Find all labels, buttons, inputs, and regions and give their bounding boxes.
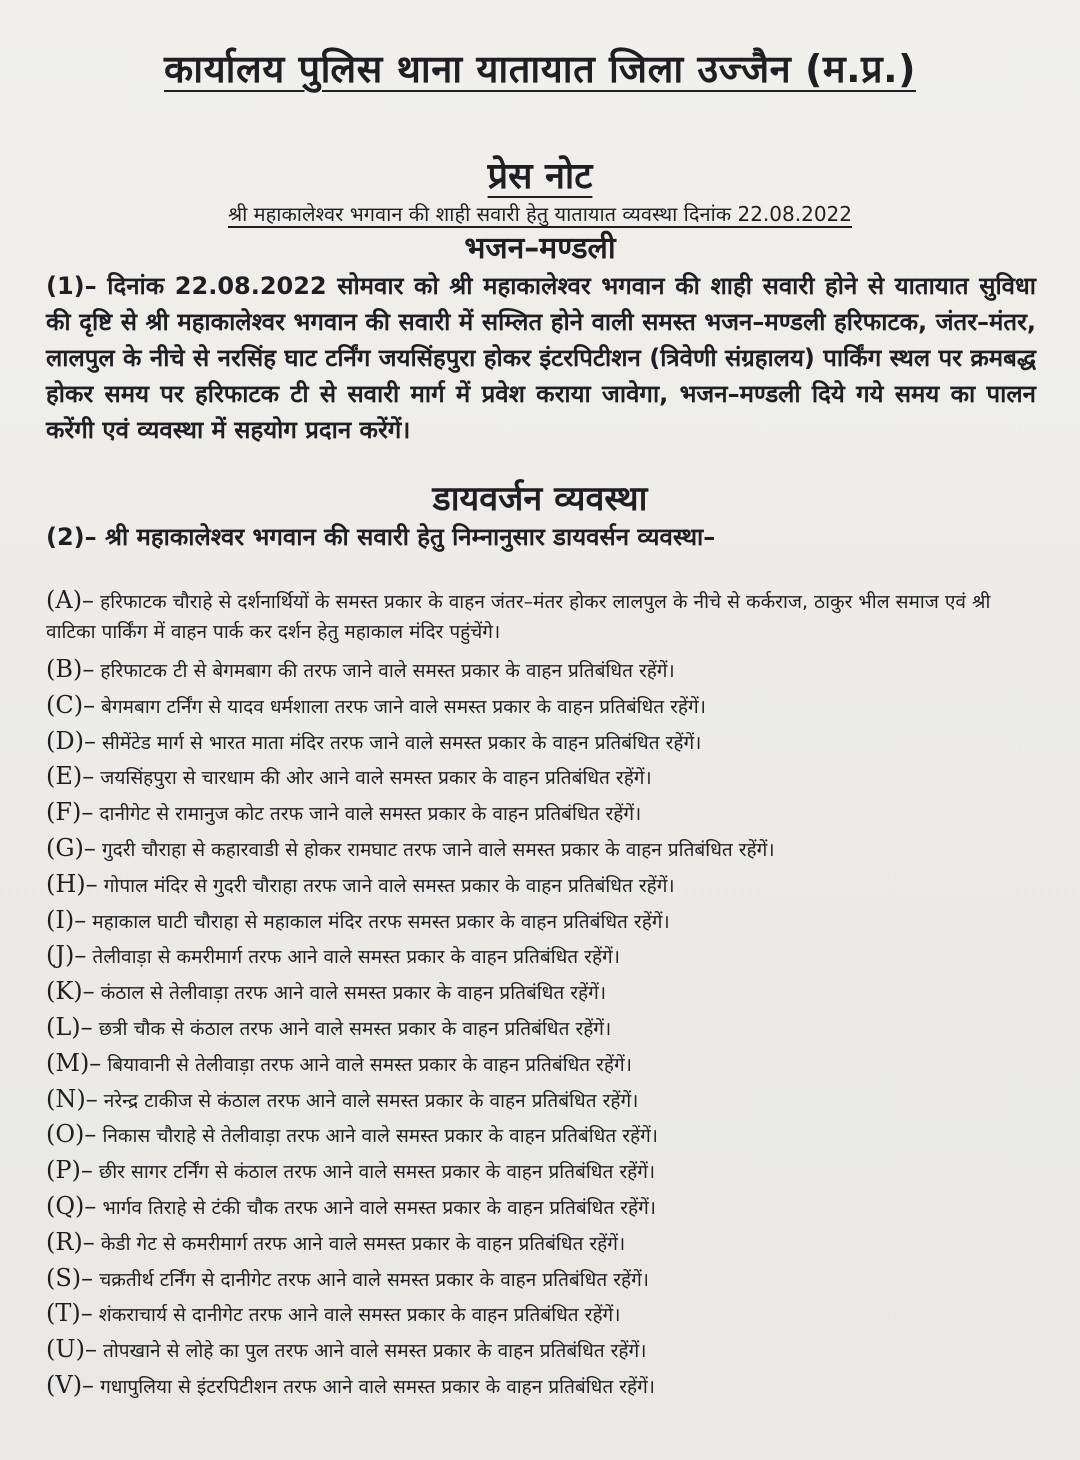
- diversion-item-g: (G)– गुदरी चौराहा से कहारवाडी से होकर रामघाट तरफ जाने वाले समस्त प्रकार के वाहन प्रतिबंधित रहेंगें।: [46, 833, 775, 862]
- diversion-item-a: (A)– हरिफाटक चौराहे से दर्शनार्थियों के समस्त प्रकार के वाहन जंतर–मंतर होकर लालपुल के नीचे से कर्कराज, ठाकुर भील समाज एवं श्री वाटिका पार्किंग में वाहन पार्क कर दर्शन हेतु महाकाल मंदिर पहुंचेंगे।: [46, 586, 991, 643]
- diversion-item-n: (N)– नरेन्द्र टाकीज से कंठाल तरफ आने वाले समस्त प्रकार के वाहन प्रतिबंधित रहेंगें।: [46, 1084, 639, 1113]
- section2-intro: (2)– श्री महाकालेश्वर भगवान की सवारी हेतु निम्नानुसार डायवर्सन व्यवस्था–: [46, 523, 716, 551]
- press-note-title: प्रेस नोट: [487, 156, 593, 197]
- diversion-item-d: (D)– सीमेंटेड मार्ग से भारत माता मंदिर तरफ जाने वाले समस्त प्रकार के वाहन प्रतिबंधित रहेंगें।: [46, 726, 702, 755]
- section1-text: (1)– दिनांक 22.08.2022 सोमवार को श्री महाकालेश्वर भगवान की शाही सवारी होने से यातायात सुविधा की दृष्टि से श्री महाकालेश्वर भगवान की सवारी में सम्लित होने वाली समस्त भजन–मण्डली हरिफाटक, जंतर–मंतर, लालपुल के नीचे से नरसिंह घाट टर्निंग जयसिंहपुरा होकर इंटरपिटीशन (त्रिवेणी संग्रहालय) पार्किंग स्थल पर क्रमबद्ध होकर समय पर हरिफाटक टी से सवारी मार्ग में प्रवेश कराया जावेगा, भजन–मण्डली दिये गये समय का पालन करेंगी एवं व्यवस्था में सहयोग प्रदान करेंगें।: [46, 272, 1036, 444]
- subject-line: श्री महाकालेश्वर भगवान की शाही सवारी हेतु यातायात व्यवस्था दिनांक 22.08.2022: [227, 202, 852, 226]
- diversion-item-u: (U)– तोपखाने से लोहे का पुल तरफ आने वाले समस्त प्रकार के वाहन प्रतिबंधित रहेंगें।: [46, 1335, 647, 1364]
- diversion-item-i: (I)– महाकाल घाटी चौराहा से महाकाल मंदिर तरफ समस्त प्रकार के वाहन प्रतिबंधित रहेंगें।: [46, 905, 670, 934]
- diversion-item-t: (T)– शंकराचार्य से दानीगेट तरफ आने वाले समस्त प्रकार के वाहन प्रतिबंधित रहेंगें।: [46, 1299, 621, 1328]
- diversion-item-e: (E)– जयसिंहपुरा से चारधाम की ओर आने वाले समस्त प्रकार के वाहन प्रतिबंधित रहेंगें।: [46, 762, 652, 791]
- section2-heading: डायवर्जन व्यवस्था: [432, 479, 648, 519]
- diversion-item-m: (M)– बियावानी से तेलीवाड़ा तरफ आने वाले समस्त प्रकार के वाहन प्रतिबंधित रहेंगें।: [46, 1048, 632, 1077]
- diversion-list: [46, 585, 1036, 1405]
- office-title: कार्यालय पुलिस थाना यातायात जिला उज्जैन (म.प्र.): [164, 47, 916, 91]
- section1-heading: भजन–मण्डली: [464, 231, 616, 266]
- diversion-item-s: (S)– चक्रतीर्थ टर्निंग से दानीगेट तरफ आने वाले समस्त प्रकार के वाहन प्रतिबंधित रहेंगें।: [46, 1263, 649, 1292]
- diversion-item-v: (V)– गधापुलिया से इंटरपिटीशन तरफ आने वाले समस्त प्रकार के वाहन प्रतिबंधित रहेंगें।: [46, 1370, 655, 1399]
- diversion-item-h: (H)– गोपाल मंदिर से गुदरी चौराहा तरफ जाने वाले समस्त प्रकार के वाहन प्रतिबंधित रहेंगें।: [46, 869, 675, 898]
- diversion-item-f: (F)– दानीगेट से रामानुज कोट तरफ जाने वाले समस्त प्रकार के वाहन प्रतिबंधित रहेंगें।: [46, 798, 642, 827]
- diversion-item-c: (C)– बेगमबाग टर्निंग से यादव धर्मशाला तरफ जाने वाले समस्त प्रकार के वाहन प्रतिबंधित रहेंगें।: [46, 690, 706, 719]
- diversion-item-k: (K)– कंठाल से तेलीवाड़ा तरफ आने वाले समस्त प्रकार के वाहन प्रतिबंधित रहेंगें।: [46, 977, 607, 1006]
- diversion-item-j: (J)– तेलीवाड़ा से कमरीमार्ग तरफ आने वाले समस्त प्रकार के वाहन प्रतिबंधित रहेंगें।: [46, 941, 620, 970]
- diversion-item-p: (P)– छीर सागर टर्निंग से कंठाल तरफ आने वाले समस्त प्रकार के वाहन प्रतिबंधित रहेंगें।: [46, 1156, 656, 1185]
- diversion-item-b: (B)– हरिफाटक टी से बेगमबाग की तरफ जाने वाले समस्त प्रकार के वाहन प्रतिबंधित रहेंगें।: [46, 655, 675, 683]
- diversion-item-o: (O)– निकास चौराहे से तेलीवाड़ा तरफ आने वाले समस्त प्रकार के वाहन प्रतिबंधित रहेंगें।: [46, 1120, 658, 1149]
- diversion-item-q: (Q)– भार्गव तिराहे से टंकी चौक तरफ आने वाले समस्त प्रकार के वाहन प्रतिबंधित रहेंगें।: [46, 1191, 656, 1220]
- diversion-item-r: (R)– केडी गेट से कमरीमार्ग तरफ आने वाले समस्त प्रकार के वाहन प्रतिबंधित रहेंगें।: [46, 1227, 626, 1256]
- diversion-item-l: (L)– छत्री चौक से कंठाल तरफ आने वाले समस्त प्रकार के वाहन प्रतिबंधित रहेंगें।: [46, 1012, 612, 1041]
